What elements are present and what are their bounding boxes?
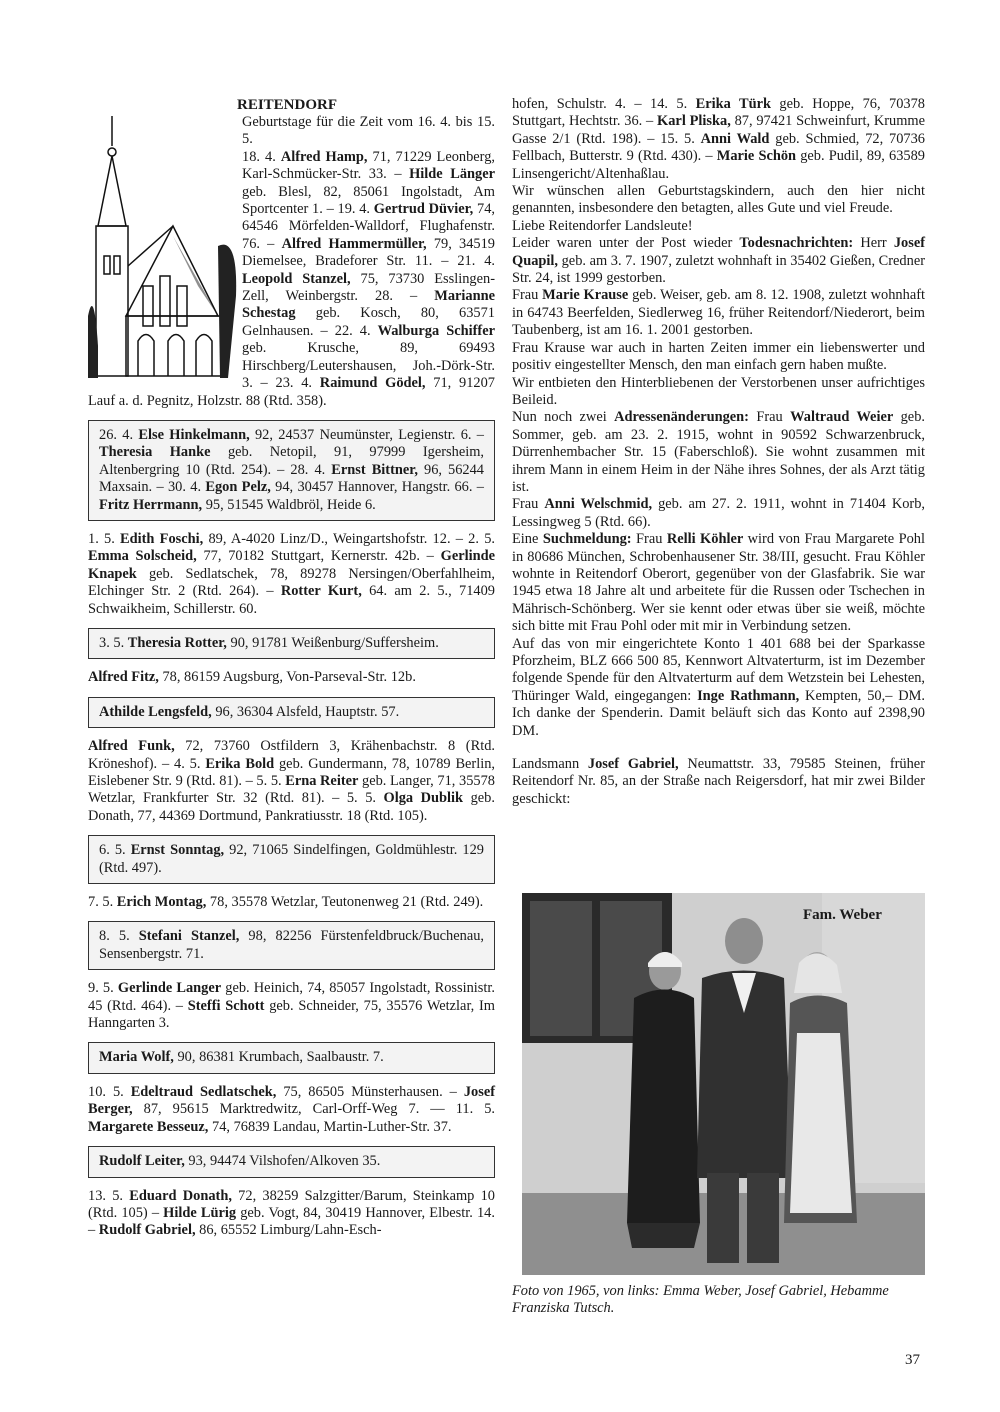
text-run: 10. 5. (88, 1083, 131, 1100)
text-run: Landsmann (512, 756, 588, 773)
name-bold: Waltraud Weier (790, 409, 894, 426)
text-run: 95, 51545 Waldbröl, Heide 6. (202, 496, 376, 513)
text-run: 64. am 2. 5., 71409 Schwaikheim, Schillerstr. 60. (88, 583, 496, 617)
left-column (88, 96, 495, 1250)
text-run: Neumattstr. 33, 79585 Steinen, früher Reitendorf Nr. 85, an der Straße nach Reigersdorf, hat mir zwei Bilder geschickt: (512, 756, 925, 807)
text-run: 75, 86505 Münsterhausen. – (276, 1083, 464, 1100)
text-run: 13. 5. (88, 1187, 130, 1204)
text-run: geb. Langer, 71, 35578 Wetzlar, Frankfurter Str. 32 (Rtd. 81). – 5. 5. (88, 773, 495, 807)
name-bold: Egon Pelz, (205, 479, 271, 496)
text-run: Auf das von mir eingerichtete Konto 1 401 688 bei der Sparkasse Pforzheim, BLZ 666 500 85, Kennwort Altvaterturm, ist im Dezember folgende Spende für den Altvaterturm auf dem Wetzstein bei Lehesten, Thüringer Wald, eingegangen: (512, 635, 925, 704)
text-run: 74, 64546 Mörfelden-Walldorf, Flughafenstr. 76. – (242, 201, 495, 252)
paragraph (512, 409, 925, 496)
text-run: 77, 70182 Stuttgart, Kernerstr. 42b. – (196, 548, 441, 565)
name-bold: Alfred Hammermüller, (281, 235, 427, 252)
text-run: 78, 86159 Augsburg, Von-Parseval-Str. 12b. (158, 669, 416, 686)
text-run: 94, 30457 Hannover, Hangstr. 66. – (270, 479, 484, 496)
text-run: Wir wünschen allen Geburtstagskindern, auch den hier nicht genannten, insbesondere den betagten, alles Gute und viel Freude. (512, 183, 925, 217)
paragraph (512, 340, 925, 375)
name-bold: Theresia Rotter, (127, 634, 227, 651)
text-run: 93, 94474 Vilshofen/Alkoven 35. (184, 1153, 381, 1170)
right-blocks (512, 96, 925, 808)
paragraph (512, 287, 925, 339)
text-run: Frau (631, 531, 667, 548)
paragraph (88, 669, 495, 686)
name-bold: Steffi Schott (187, 997, 265, 1014)
boxed-entry (88, 628, 495, 659)
boxed-entry (88, 1146, 495, 1177)
text-run: 96, 56244 Maxsain. – 30. 4. (99, 461, 485, 496)
paragraph (88, 114, 495, 410)
paragraph (512, 531, 925, 635)
photo-caption: Foto von 1965, von links: Emma Weber, Josef Gabriel, Hebamme Franziska Tutsch. (512, 1283, 889, 1317)
text-run: Geburtstage für die Zeit vom 16. 4. bis 15. 5. (242, 114, 495, 148)
paragraph (88, 894, 495, 911)
text-run: 79, 34519 Diemelsee, Bradeforer Str. 11. – 21. 4. (242, 235, 495, 270)
name-bold: Emma Solscheid, (88, 548, 197, 565)
text-run: 9. 5. (88, 980, 118, 997)
name-bold: Josef Berger, (88, 1083, 495, 1118)
name-bold: Erika Bold (205, 755, 275, 772)
name-bold: Josef Quapil, (512, 235, 926, 269)
name-bold: Alfred Hamp, (280, 148, 368, 165)
text-run: wird von Frau Margarete Pohl in 80686 München, Schrobenhausener Str. 38/III, gesucht. Frau Köhler wohnte in Reitendorf Oberort, gegenüber von der Glasfabrik. Sie war 1945 etwa 18 Jahre alt und arbeitete für die Russen oder Tschechen in Mährisch-Schönberg. Wer sie kennt oder etwas über sie weiß, möchte sich bitte mit Frau Pohl oder mit mir in Verbindung setzen. (512, 531, 925, 635)
text-run: geb. Pudil, 89, 63589 Linsengericht/Altenhaßlau. (512, 148, 925, 182)
name-bold: Margarete Besseuz, (88, 1118, 209, 1135)
paragraph (512, 496, 925, 531)
paragraph (88, 1084, 495, 1136)
name-bold: Raimund Gödel, (319, 375, 426, 392)
text-run: geb. Blesl, 82, 85061 Ingolstadt, Am Sportcenter 1. – 19. 4. (242, 183, 495, 218)
name-bold: Erna Reiter (285, 773, 359, 789)
name-bold: Adressenänderungen: (614, 409, 749, 426)
right-column (512, 96, 925, 808)
name-bold: Marianne Schestag (242, 288, 495, 322)
name-bold: Gerlinde Langer (117, 980, 222, 997)
name-bold: Rotter Kurt, (280, 583, 362, 600)
name-bold: Olga Dublik (383, 790, 464, 807)
text-run: hofen, Schulstr. 4. – 14. 5. (512, 96, 696, 112)
name-bold: Relli Köhler (666, 531, 744, 548)
paragraph (512, 183, 925, 218)
text-run: geb. Schmied, 72, 70736 Fellbach, Butterstr. 9 (Rtd. 430). – (512, 130, 926, 165)
name-bold: Inge Rathmann, (697, 687, 800, 704)
text-run: geb. Hoppe, 76, 70378 Stuttgart, Hechtstr. 36. – (512, 96, 925, 130)
text-run: 71, 91207 Lauf a. d. Pegnitz, Holzstr. 88 (Rtd. 358). (88, 375, 495, 409)
paragraph (512, 218, 925, 235)
name-bold: Stefani Stanzel, (138, 928, 240, 945)
name-bold: Ernst Bittner, (331, 461, 418, 478)
paragraph (88, 738, 495, 825)
paragraph (512, 636, 925, 740)
text-run: 72, 38259 Salzgitter/Barum, Steinkamp 10 (Rtd. 105) – (88, 1187, 495, 1221)
name-bold: Ernst Sonntag, (130, 842, 225, 859)
text-run: Nun noch zwei (512, 409, 615, 426)
paragraph (512, 235, 925, 287)
name-bold: Todesnachrichten: (739, 235, 854, 252)
paragraph (512, 96, 925, 183)
name-bold: Marie Krause (542, 287, 629, 304)
text-run: 75, 73730 Esslingen-Zell, Weinbergstr. 28. – (242, 270, 496, 305)
name-bold: Eduard Donath, (129, 1187, 232, 1204)
name-bold: Rudolf Gabriel, (98, 1222, 196, 1239)
boxed-entry (88, 835, 495, 884)
text-run: 78, 35578 Wetzlar, Teutonenweg 21 (Rtd. 249). (206, 894, 484, 911)
name-bold: Hilde Länger (409, 166, 495, 183)
text-run: 92, 24537 Neumünster, Legienstr. 6. – (249, 426, 484, 443)
text-run: 18. 4. (242, 148, 281, 165)
name-bold: Edeltraud Sedlatschek, (130, 1083, 277, 1100)
text-run: Liebe Reitendorfer Landsleute! (512, 217, 693, 234)
text-run: geb. Kosch, 80, 63571 Gelnhausen. – 22. 4. (242, 305, 495, 339)
text-run: 90, 91781 Weißenburg/Suffersheim. (226, 634, 439, 651)
person-left (627, 952, 700, 1248)
text-run: geb. Weiser, geb. am 8. 12. 1908, zuletzt wohnhaft in 64743 Beerfelden, Siedlerweg 16, früher Reitendorf/Niederort, beim Taubenberg, ist am 16. 1. 2001 gestorben. (512, 287, 925, 339)
text-run: 87, 95615 Marktredwitz, Carl-Orff-Weg 7. — 11. 5. (132, 1101, 495, 1118)
name-bold: Marie Schön (716, 148, 797, 165)
text-run: Wir entbieten den Hinterbliebenen der Verstorbenen unser aufrichtiges Beileid. (512, 374, 925, 408)
name-bold: Fritz Herrmann, (99, 496, 203, 513)
text-run: 71, 71229 Leonberg, Karl-Schmücker-Str. 33. – (242, 148, 495, 183)
name-bold: Josef Gabriel, (587, 756, 679, 773)
boxed-entry (88, 697, 495, 728)
section-title: REITENDORF (237, 97, 338, 113)
text-run: 7. 5. (88, 894, 117, 911)
text-run: Kempten, 50,– DM. Ich danke der Spenderin. Damit beläuft sich das Konto auf 2398,90 DM. (512, 687, 925, 739)
text-run: Frau (748, 409, 791, 426)
text-run: Frau (512, 496, 545, 513)
text-run: geb. Netopil, 91, 97999 Igersheim, Altenbergring 10 (Rtd. 254). – 28. 4. (99, 444, 484, 478)
text-run: geb. Sedlatschek, 78, 89278 Nersingen/Oberfahlheim, Elchinger Str. 2 (Rtd. 264). – (88, 565, 495, 600)
text-run: 8. 5. (99, 928, 139, 945)
name-bold: Anni Welschmid, (544, 496, 653, 513)
text-run: 92, 71065 Sindelfingen, Goldmühlestr. 129 (Rtd. 497). (99, 842, 484, 876)
text-run: geb. Vogt, 84, 30419 Hannover, Elbestr. 14. – (88, 1204, 495, 1239)
page-number: 37 (905, 1352, 920, 1368)
paragraph (512, 756, 925, 808)
text-run: 3. 5. (99, 634, 128, 651)
text-run: 72, 73760 Ostfildern 3, Krähenbachstr. 8 (Rtd. Kröneshof). – 4. 5. (88, 738, 495, 772)
text-run: geb. Schneider, 75, 35576 Wetzlar, Im Hanngarten 3. (88, 997, 495, 1032)
boxed-entry (88, 420, 495, 521)
text-run: 89, A-4020 Linz/D., Weingartshofstr. 12. – 2. 5. (203, 530, 495, 547)
name-bold: Erika Türk (695, 96, 771, 112)
name-bold: Leopold Stanzel, (242, 270, 351, 287)
text-run: geb. Donath, 77, 44369 Dortmund, Pankratiusstr. 18 (Rtd. 105). (88, 790, 495, 824)
paragraph (88, 1188, 495, 1240)
text-run: Frau Krause war auch in harten Zeiten immer ein liebenswerter und positiv eingestellter Mensch, den man einfach gern haben mußte. (512, 339, 925, 374)
text-run: geb. am 27. 2. 1911, wohnt in 71404 Korb, Lessingweg 5 (Rtd. 66). (512, 496, 926, 530)
name-bold: Maria Wolf, (99, 1049, 174, 1066)
name-bold: Else Hinkelmann, (138, 426, 250, 443)
text-run: 74, 76839 Landau, Martin-Luther-Str. 37. (208, 1118, 452, 1135)
text-run: 1. 5. (88, 530, 121, 547)
family-photo (522, 893, 925, 1275)
name-bold: Karl Pliska, (657, 113, 731, 130)
name-bold: Gerlinde Knapek (88, 548, 495, 582)
paragraph (88, 531, 495, 618)
name-bold: Rudolf Leiter, (99, 1153, 185, 1170)
church-illustration (88, 116, 238, 378)
left-blocks (88, 114, 495, 1240)
text-run: Eine (512, 531, 543, 548)
name-bold: Alfred Fitz, (88, 669, 159, 686)
name-bold: Theresia Hanke (99, 444, 211, 461)
name-bold: Suchmeldung: (542, 531, 632, 548)
text-run: 6. 5. (99, 842, 131, 859)
boxed-entry (88, 1042, 495, 1073)
text-run: geb. Sommer, geb. am 23. 2. 1915, wohnt in 90592 Schwarzenbruck, Dürrenhembacher Str. 15 (Faberschloß). Sie wohnt zusammen mit ihrem Mann in einem Heim in der Nähe ihres Sohnes, der als Arzt tätig ist. (512, 409, 925, 495)
name-bold: Anni Wald (700, 130, 770, 147)
photo-label: Fam. Weber (803, 907, 882, 923)
text-run: Frau (512, 287, 543, 304)
text-run: 86, 65552 Limburg/Lahn-Esch- (195, 1222, 382, 1239)
boxed-entry (88, 921, 495, 970)
paragraph (512, 375, 925, 410)
text-run: 96, 36304 Alsfeld, Hauptstr. 57. (211, 703, 400, 720)
name-bold: Walburga Schiffer (377, 322, 495, 339)
name-bold: Gertrud Düvier, (373, 201, 474, 218)
name-bold: Alfred Funk, (88, 738, 175, 755)
text-run: 90, 86381 Krumbach, Saalbaustr. 7. (173, 1049, 384, 1066)
text-run: 26. 4. (99, 426, 139, 443)
text-run: 87, 97421 Schweinfurt, Krumme Gasse 2/1 (Rtd. 198). – 15. 5. (512, 113, 925, 147)
name-bold: Edith Foschi, (120, 530, 204, 547)
text-run: geb. Heinich, 74, 85057 Ingolstadt, Rossinistr. 45 (Rtd. 464). – (88, 980, 495, 1014)
text-run: geb. Gundermann, 78, 10789 Berlin, Eislebener Str. 9 (Rtd. 81). – 5. 5. (88, 755, 496, 789)
text-run: geb. am 3. 7. 1907, zuletzt wohnhaft in 35402 Gießen, Credner Str. 24, ist 1999 gestorben. (512, 252, 925, 287)
name-bold: Hilde Lürig (163, 1204, 237, 1221)
text-run: Leider waren unter der Post wieder (512, 235, 740, 252)
text-run: 98, 82256 Fürstenfeldbruck/Buchenau, Sensenbergstr. 71. (99, 928, 484, 962)
name-bold: Erich Montag, (116, 894, 207, 911)
text-run: geb. Krusche, 89, 69493 Hirschberg/Leutershausen, Joh.-Dörk-Str. 3. – 23. 4. (242, 340, 495, 392)
name-bold: Athilde Lengsfeld, (99, 703, 212, 720)
text-run: Herr (853, 235, 894, 252)
paragraph (88, 980, 495, 1032)
